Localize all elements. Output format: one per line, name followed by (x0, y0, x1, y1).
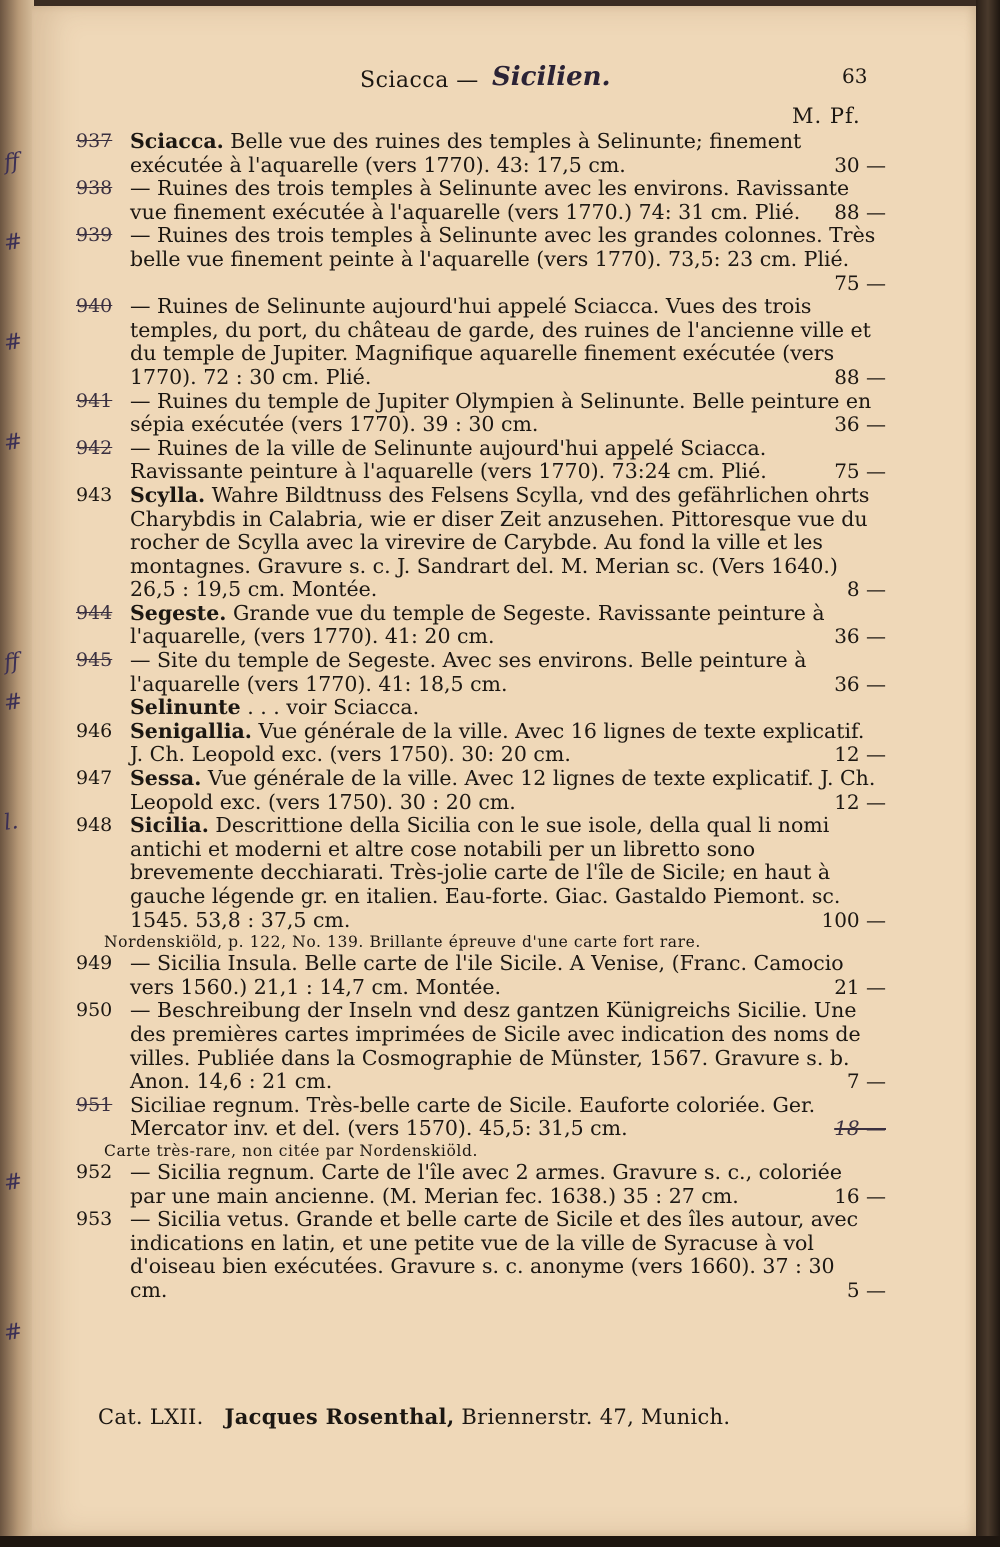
catalog-entry (76, 951, 886, 999)
entry-price: 12 — (834, 742, 886, 767)
entry-price: 5 — (846, 1277, 886, 1302)
page-number: 63 (842, 64, 868, 88)
entry-keyword: Sciacca. (130, 129, 224, 153)
catalog-entry (76, 718, 886, 767)
running-head (32, 60, 976, 100)
entry-description: Vue générale de la ville. Avec 12 lignes de texte explicatif. J. Ch. Leopold exc. (vers 1750). 30 : 20 cm. (130, 766, 876, 814)
entry-number: 938 (76, 177, 113, 200)
entry-number: 942 (76, 436, 113, 459)
entry-number: 945 (76, 649, 113, 672)
entry-number: 939 (76, 224, 113, 247)
catalog-entry (76, 294, 886, 389)
dealer-address: Briennerstr. 47, Munich. (461, 1405, 731, 1429)
entry-description: Siciliae regnum. Très-belle carte de Sicile. Eauforte coloriée. Ger. Mercator inv. et del. (vers 1570). 45,5: 31,5 cm. (130, 1092, 816, 1141)
entry-number: 937 (76, 130, 113, 152)
entry-price: 36 — (834, 671, 886, 696)
catalog-entry (76, 998, 886, 1094)
entry-description: . . . voir Sciacca. (247, 695, 420, 720)
currency-label: M. Pf. (792, 104, 861, 128)
entry-number: 953 (76, 1208, 113, 1231)
catalog-entry (76, 129, 886, 177)
dealer-name: Jacques Rosenthal, (224, 1404, 455, 1429)
margin-mark-icon: ff (2, 649, 22, 676)
entry-price: 8 — (846, 577, 886, 602)
entry-description: — Ruines de la ville de Selinunte aujourd'hui appelé Sciacca. Ravissante peinture à l'aquarelle (vers 1770). 73:24 cm. Plié. (130, 435, 767, 484)
entry-number: 944 (76, 601, 113, 624)
entry-number: 940 (76, 295, 113, 318)
margin-mark-icon: # (2, 428, 25, 457)
catalog-entry (76, 482, 886, 602)
entry-description: — Site du temple de Segeste. Avec ses environs. Belle peinture à l'aquarelle (vers 1770). 41: 18,5 cm. (130, 648, 807, 696)
margin-mark-icon: # (2, 688, 25, 717)
entry-price: 16 — (834, 1183, 886, 1208)
entry-number: 952 (76, 1160, 113, 1183)
entry-description: — Ruines du temple de Jupiter Olympien à Selinunte. Belle peinture en sépia exécutée (vers 1770). 39 : 30 cm. (130, 388, 872, 437)
entry-number: 941 (76, 389, 113, 412)
catalog-entry (76, 1092, 886, 1141)
entry-note: Carte très-rare, non citée par Nordenskiöld. (104, 1141, 479, 1160)
entry-description: — Ruines des trois temples à Selinunte avec les environs. Ravissante vue finement exécutée à l'aquarelle (vers 1770.) 74: 31 cm. Plié. (130, 176, 850, 224)
entry-keyword: Scylla. (130, 482, 206, 507)
catalog-entry (76, 813, 886, 932)
entry-number: 950 (76, 999, 113, 1022)
catalog-entry (76, 435, 886, 484)
entry-price: 100 — (821, 907, 886, 932)
catalog-entry (76, 648, 886, 696)
handwritten-annotation: Sicilien. (492, 62, 611, 92)
catalog-entry (76, 600, 886, 649)
entry-price: 88 — (834, 199, 886, 224)
catalog-page (32, 6, 976, 1536)
entry-price: 7 — (846, 1069, 886, 1094)
entry-description: — Sicilia Insula. Belle carte de l'ile Sicile. A Venise, (Franc. Camocio vers 1560.) 21,1 : 14,7 cm. Montée. (130, 951, 844, 999)
entry-description: Descrittione della Sicilia con le sue isole, della qual li nomi antichi et moderni et altre cose notabili per un libretto sono brevemente decchiarati. Très-jolie carte de l'île de Sicile; en haut à gauche légende gr. en italien. Eau-forte. Giac. Gastaldo Piemont. sc. 1545. 53,8 : 37,5 cm. (130, 813, 841, 932)
catalog-entry (76, 223, 886, 295)
entry-keyword: Segeste. (130, 600, 227, 625)
margin-mark-icon: ff (2, 149, 22, 176)
entry-number: 948 (76, 814, 113, 837)
entry-number: 951 (76, 1093, 113, 1116)
margin-mark-icon: l. (2, 809, 20, 836)
margin-mark-icon: # (2, 328, 25, 357)
book-gutter (0, 0, 34, 1547)
catalog-entry (76, 1207, 886, 1302)
catalog-entry (76, 176, 886, 224)
entry-price: 30 — (834, 152, 886, 177)
entry-description: — Ruines de Selinunte aujourd'hui appelé Sciacca. Vues des trois temples, du port, du château de garde, des ruines de l'ancienne ville et du temple de Jupiter. Magnifique aquarelle finement exécutée (vers 1770). 72 : 30 cm. Plié. (130, 294, 871, 389)
entry-keyword: Sessa. (130, 766, 202, 791)
entry-description: — Sicilia vetus. Grande et belle carte de Sicile et des îles autour, avec indications en latin, et une petite vue de la ville de Syracuse à vol d'oiseau bien exécutées. Gravure s. c. anonyme (vers 1660). 37 : 30 cm. (130, 1207, 859, 1302)
entry-price: 36 — (834, 412, 886, 437)
catalog-entries (76, 129, 886, 1303)
catalog-entry (76, 1159, 886, 1208)
book-edge (976, 0, 1000, 1547)
margin-mark-icon: # (2, 228, 25, 257)
entry-price: 12 — (834, 789, 886, 814)
entry-description: Vue générale de la ville. Avec 16 lignes de texte explicatif. J. Ch. Leopold exc. (vers 1750). 30: 20 cm. (130, 718, 865, 767)
catalog-entry (76, 388, 886, 437)
entry-price: 18 — (834, 1116, 886, 1141)
margin-mark-icon: # (2, 1168, 25, 1197)
catalog-entry (76, 766, 886, 814)
entry-description: Wahre Bildtnuss des Felsens Scylla, vnd des gefährlichen ohrts Charybdis in Calabria, wie er diser Zeit anzusehen. Pittoresque vue du rocher de Scylla avec la virevire de Carybde. Au fond la ville et les montagnes. Gravure s. c. J. Sandrart del. M. Merian sc. (Vers 1640.) 26,5 : 19,5 cm. Montée. (130, 482, 870, 602)
entry-note: Nordenskiöld, p. 122, No. 139. Brillante épreuve d'une carte fort rare. (104, 933, 701, 952)
entry-price: 36 — (834, 624, 886, 649)
entry-keyword: Sicilia. (130, 813, 209, 838)
entry-price: 21 — (834, 974, 886, 999)
catalog-entry (76, 696, 876, 720)
entry-number: 946 (76, 719, 113, 742)
entry-number: 943 (76, 483, 113, 506)
entry-description: — Ruines des trois temples à Selinunte avec les grandes colonnes. Très belle vue finement peinte à l'aquarelle (vers 1770). 73,5: 23 cm. Plié. (130, 223, 876, 271)
entry-price: 75 — (834, 270, 886, 295)
entry-description: — Sicilia regnum. Carte de l'île avec 2 armes. Gravure s. c., coloriée par une main ancienne. (M. Merian fec. 1638.) 35 : 27 cm. (130, 1159, 842, 1208)
entry-number: 949 (76, 952, 113, 975)
entry-description: Belle vue des ruines des temples à Selinunte; finement exécutée à l'aquarelle (vers 1770). 43: 17,5 cm. (130, 129, 802, 177)
book-edge-bottom (0, 1536, 1000, 1547)
entry-description: Grande vue du temple de Segeste. Ravissante peinture à l'aquarelle, (vers 1770). 41: 20 cm. (130, 600, 825, 649)
running-head-title: Sciacca — (360, 68, 479, 93)
entry-keyword: Selinunte (130, 695, 241, 720)
margin-mark-icon: # (2, 1318, 25, 1347)
catalog-number: Cat. LXII. (98, 1405, 204, 1429)
entry-number: 947 (76, 767, 113, 790)
entry-keyword: Senigallia. (130, 718, 252, 743)
page-footer (98, 1404, 730, 1429)
entry-description: — Beschreibung der Inseln vnd desz gantzen Künigreichs Sicilie. Une des premières cartes imprimées de Sicile avec indication des noms de villes. Publiée dans la Cosmographie de Münster, 1567. Gravure s. b. Anon. 14,6 : 21 cm. (130, 998, 861, 1094)
entry-price: 88 — (834, 364, 886, 389)
entry-price: 75 — (834, 459, 886, 484)
